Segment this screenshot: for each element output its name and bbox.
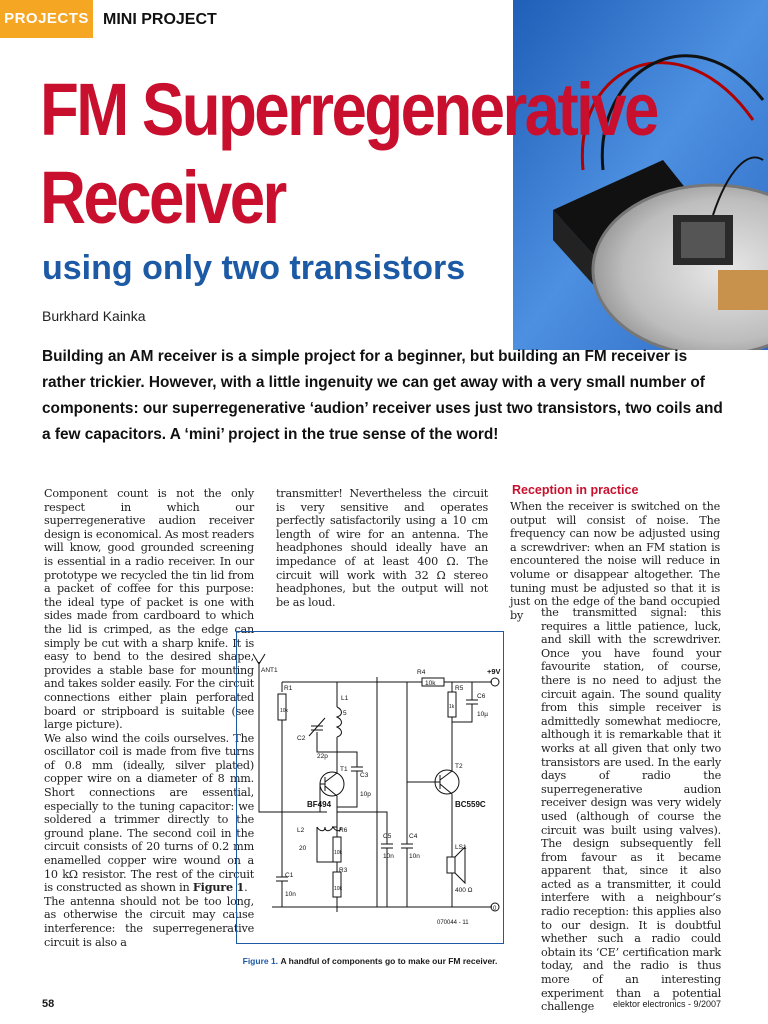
author: Burkhard Kainka xyxy=(42,308,146,324)
fig-label-c2: C2 xyxy=(297,735,306,742)
article-title-line2: Receiver xyxy=(40,156,285,239)
figure-caption-text: A handful of components go to make our FM receiver. xyxy=(280,956,498,966)
figure-ref: Figure 1 xyxy=(192,880,245,895)
fig-value-t1: BF494 xyxy=(307,800,332,809)
lead-paragraph: Building an AM receiver is a simple project for a beginner, but building an FM receiver is rather trickier. However, with a little ingenuity we can get away with a very small number of components: our superregenerative ‘audion’ receiver uses just two transistors, two coils and a few capacitors. A ‘mini’ project in the true sense of the word! xyxy=(42,348,723,443)
fig-label-c6: C6 xyxy=(477,693,486,700)
fig-ground-label: 0 xyxy=(493,906,497,912)
fig-value-c3: 10p xyxy=(360,791,371,798)
fig-label-r1: R1 xyxy=(284,685,293,692)
schematic-figure xyxy=(236,631,504,944)
fig-label-l1: L1 xyxy=(341,695,349,702)
publication-footer: elektor electronics - 9/2007 xyxy=(612,999,721,1009)
fig-label-c1: C1 xyxy=(285,872,294,879)
column-1 xyxy=(44,487,254,949)
column-3-wrap: the transmitted signal: this requires a little patience, luck, and skill with the screwdriver. Once you have found your favourite station, of course, there is no need to adjust the circuit again. The sound quality from this simple receiver is admittedly somewhat mediocre, although it is remarkable that it works at all given that only two transistors are used. In the early days of radio the superregenerative audion receiver design was very widely used (although of course the circuit was built using valves). The design subsequently fell from favour as it became apparent that, since it also acted as a transmitter, it could interfere with a neighbour’s radio reception: this applies also to our design. It is doubtful whether such a radio could obtain its ‘CE’ certification mark today, and the radio is thus more of an interesting experiment than a potential challenge xyxy=(541,606,721,1014)
fig-label-c3: C3 xyxy=(360,772,369,779)
col1-para2: We also wind the coils ourselves. The oscillator coil is made from five turns of 0.8 mm (ideally, silver plated) copper wire on a diameter of 8 mm. Short connections are essential, especially to the tuning capacitor: we soldered a trimmer directly to the ground plane. The second coil in the circuit consists of 20 turns of 0.2 mm enamelled copper wire wound on a 10 kΩ resistor. The rest of the circuit is constructed as shown in Figure 1. xyxy=(44,731,254,895)
col1-para1: Component count is not the only respect in which our superregenerative audion receiver design is economical. As most readers will know, good grounded screening is essential in a radio receiver. In our prototype we recycled the tin lid from a packet of coffee for this purpose: the ideal type of packet is one with sides made from cardboard to which the lid is crimped, as the edge can simply be cut with a sharp knife. It is easy to bend to the desired shape, provides a stable base for mounting and takes solder easily. For the circuit connections either plain perforated board or stripboard is suitable (see large picture). xyxy=(44,487,254,732)
receiver-photo xyxy=(513,0,768,350)
fig-value-r4: 10k xyxy=(425,680,436,687)
fig-label-t2: T2 xyxy=(455,763,463,770)
fig-value-l1: 5 xyxy=(343,710,347,717)
fig-value-c5: 10n xyxy=(383,853,394,860)
section-heading-reception: Reception in practice xyxy=(512,483,639,497)
fig-label-r3: R3 xyxy=(339,867,348,874)
fig-label-r6: R6 xyxy=(339,827,348,834)
fig-label-c4: C4 xyxy=(409,833,418,840)
column-2: transmitter! Nevertheless the circuit is very sensitive and operates perfectly satisfactorily using a 10 cm length of wire for an antenna. The headphones should ideally have an impedance of at least 400 Ω. The circuit will work with 32 Ω stereo headphones, but the output will not be as loud. xyxy=(276,487,488,609)
fig-label-r4: R4 xyxy=(417,669,426,676)
fig-value-r1: 10k xyxy=(280,708,289,714)
fig-label-c5: C5 xyxy=(383,833,392,840)
fig-label-ant: ANT1 xyxy=(261,667,278,674)
fig-value-t2: BC559C xyxy=(455,800,486,809)
article-subtitle: using only two transistors xyxy=(42,249,466,287)
figure-caption-label: Figure 1. xyxy=(242,956,279,966)
fig-label-ls1: LS1 xyxy=(455,844,467,851)
figure-caption xyxy=(236,956,504,966)
column-3-top: When the receiver is switched on the output will consist of noise. The frequency can now be adjusted using a screwdriver: when an FM station is encountered the noise will reduce in volume or disappear altogether. The tuning must be adjusted so that it is just on the edge of the band occupied by xyxy=(510,500,720,622)
fig-value-c1: 10n xyxy=(285,891,296,898)
article-title-line1: FM Superregenerative xyxy=(40,68,657,151)
fig-value-r3: 10k xyxy=(334,886,343,892)
section-tag: PROJECTS xyxy=(0,0,93,38)
fig-value-c4: 10n xyxy=(409,853,420,860)
col1-para2-text: We also wind the coils ourselves. The oscillator coil is made from five turns of 0.8 mm (ideally, silver plated) copper wire on a diameter of 8 mm. Short connections are essential, especially to the tuning capacitor: we soldered a trimmer directly to the ground plane. The second coil in the circuit consists of 20 turns of 0.2 mm enamelled copper wire wound on a 10 kΩ resistor. The rest of the circuit is constructed as shown in xyxy=(44,731,254,895)
fig-value-c6: 10µ xyxy=(477,711,488,718)
section-subtitle: MINI PROJECT xyxy=(103,11,217,28)
fig-label-r5: R5 xyxy=(455,685,464,692)
fig-label-l2: L2 xyxy=(297,827,305,834)
fig-value-ls1: 400 Ω xyxy=(455,887,473,894)
fig-value-l2: 20 xyxy=(299,845,307,852)
col1-para3: The antenna should not be too long, as otherwise the circuit may cause interference: the superregenerative circuit is also a xyxy=(44,894,254,949)
page-number: 58 xyxy=(42,998,55,1010)
fig-label-vcc: +9V xyxy=(487,667,501,676)
fig-code: 070044 - 11 xyxy=(437,920,469,926)
fig-value-r6: 10k xyxy=(334,850,343,856)
fig-value-c2: 22p xyxy=(317,753,328,760)
fig-label-t1: T1 xyxy=(340,766,348,773)
fig-value-r5: 1k xyxy=(449,704,455,710)
